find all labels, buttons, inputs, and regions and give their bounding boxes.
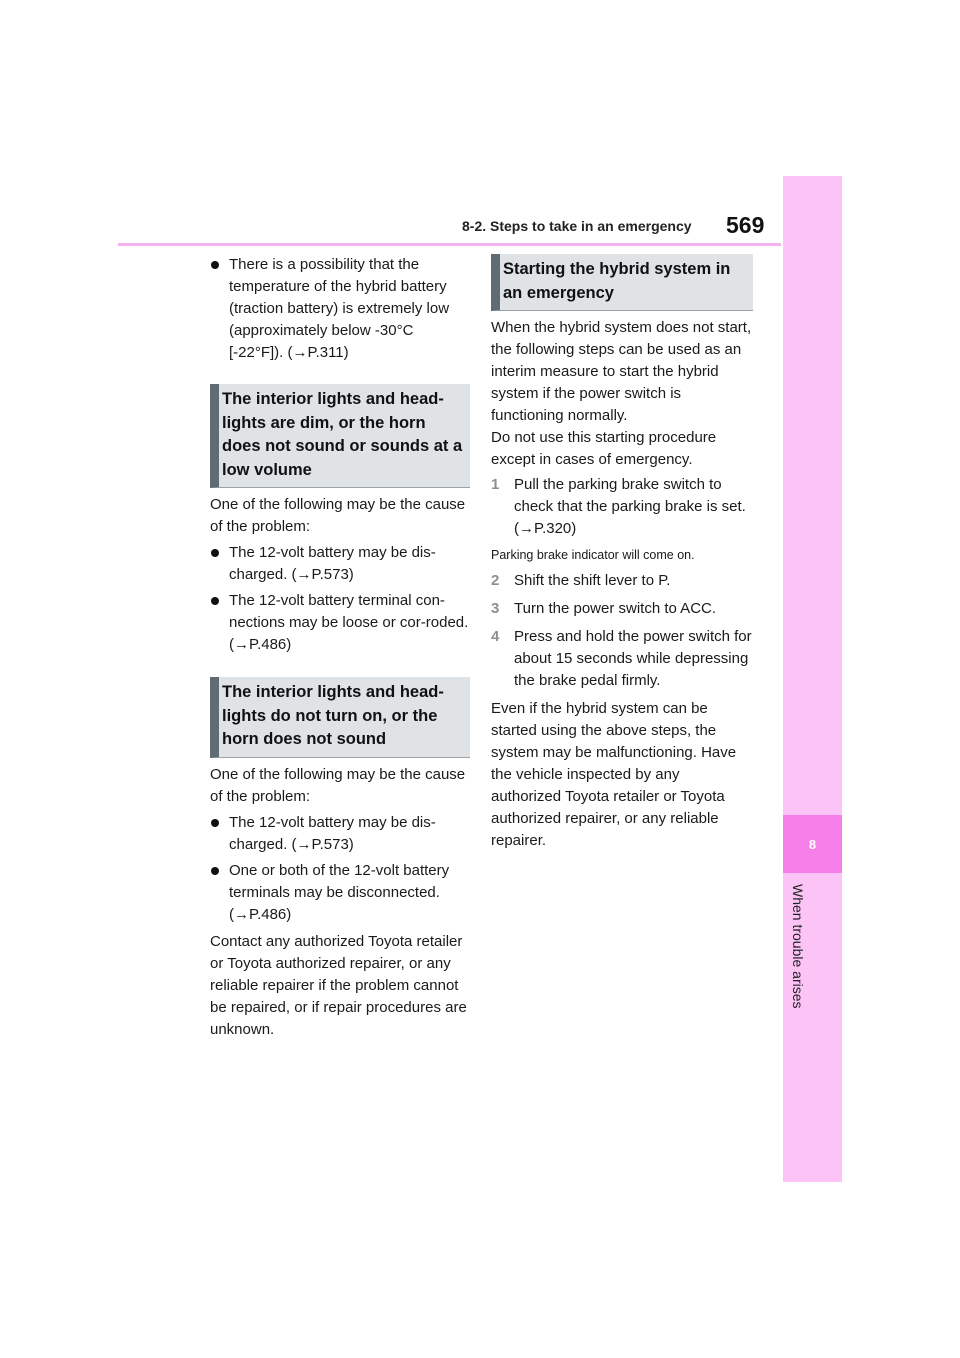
chapter-side-tab xyxy=(783,176,842,1182)
step-text: Turn the power switch to ACC. xyxy=(514,600,717,617)
chapter-label: When trouble arises xyxy=(790,884,806,1009)
step-number: 2 xyxy=(491,572,500,589)
right-column xyxy=(491,254,753,852)
emergency-intro: When the hybrid system does not start, the following steps can be used as an interim measure to start the hybrid system if the power switch is functioning normally. xyxy=(491,319,752,424)
chapter-number-badge: 8 xyxy=(783,815,842,873)
header-divider xyxy=(118,243,781,246)
intro-bullet: There is a possibility that the temperature of the hybrid battery (traction battery) is extremely low (approximately below -30°C [-22°F]). (→P.311) xyxy=(210,254,470,364)
page-number: 569 xyxy=(726,212,765,238)
step-item xyxy=(491,474,753,540)
list-item: One or both of the 12-volt battery terminals may be disconnected. (→P.486) xyxy=(210,860,470,926)
step-number: 4 xyxy=(491,628,500,645)
step-number: 1 xyxy=(491,476,500,493)
step-item xyxy=(491,598,753,620)
section-title: 8-2. Steps to take in an emergency xyxy=(462,218,692,234)
step-text: Press and hold the power switch for about 15 seconds while depressing the brake pedal firmly. xyxy=(514,628,752,689)
section-heading-dim-lights: The interior lights and head-lights are dim, or the horn does not sound or sounds at a low volume xyxy=(210,384,470,488)
step-number: 3 xyxy=(491,600,500,617)
section2-intro: One of the following may be the cause of the problem: xyxy=(210,765,466,805)
step-text: Pull the parking brake switch to check that the parking brake is set. (→P.320) xyxy=(514,476,746,537)
section-heading-emergency-start: Starting the hybrid system in an emergency xyxy=(491,254,753,311)
list-item: The 12-volt battery terminal con-nections may be loose or cor-roded. (→P.486) xyxy=(210,590,470,656)
section-heading-no-lights: The interior lights and head-lights do not turn on, or the horn does not sound xyxy=(210,677,470,758)
step-text: Shift the shift lever to P. xyxy=(514,572,671,589)
left-column xyxy=(210,254,470,1041)
list-item: The 12-volt battery may be dis-charged. (→P.573) xyxy=(210,542,470,586)
emergency-closing: Even if the hybrid system can be started using the above steps, the system may be malfunctioning. Have the vehicle inspected by any authorized Toyota retailer or Toyota authorized repairer, or any reliable repairer. xyxy=(491,700,737,849)
section1-intro: One of the following may be the cause of the problem: xyxy=(210,496,466,535)
step-note: Parking brake indicator will come on. xyxy=(491,548,695,562)
step-item xyxy=(491,626,753,692)
section2-closing: Contact any authorized Toyota retailer or Toyota authorized repairer, or any reliable repairer if the problem cannot be repaired, or if repair procedures are unknown. xyxy=(210,932,467,1038)
list-item: The 12-volt battery may be dis-charged. (→P.573) xyxy=(210,812,470,856)
step-item xyxy=(491,570,753,592)
emergency-warning: Do not use this starting procedure except in cases of emergency. xyxy=(491,429,717,468)
